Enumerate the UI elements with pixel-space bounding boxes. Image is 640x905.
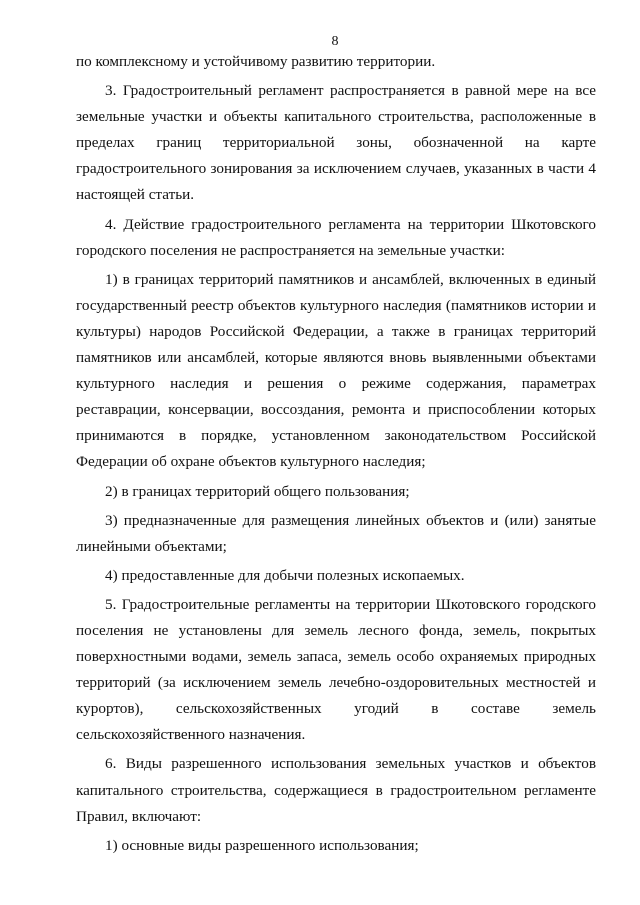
subitem-1-main-uses: 1) основные виды разрешенного использования;: [105, 836, 419, 854]
paragraph-item-6: 6. Виды разрешенного использования земельных участков и объектов капитального строительства, содержащиеся в градостроительном регламенте Правил, включают:: [76, 755, 596, 825]
subitem-2: 2) в границах территорий общего пользования;: [105, 482, 410, 500]
paragraph-item-5: 5. Градостроительные регламенты на территории Шкотовского городского поселения не установлены для земель лесного фонда, земель, покрытых поверхностными водами, земель запаса, земель особо охраняемых природных территорий (за исключением земель лечебно-оздоровительных местностей и курортов), сельскохозяйственных угодий в составе земель сельскохозяйственного назначения.: [76, 595, 596, 744]
subitem-3: 3) предназначенные для размещения линейных объектов и (или) занятые линейными объектами;: [76, 511, 596, 555]
document-body: [76, 49, 596, 859]
paragraph-item-4: 4. Действие градостроительного регламента на территории Шкотовского городского поселения не распространяется на земельные участки:: [76, 215, 596, 259]
paragraph-continuation: по комплексному и устойчивому развитию территории.: [76, 53, 436, 70]
page-number: 8: [331, 34, 339, 49]
subitem-4: 4) предоставленные для добычи полезных ископаемых.: [105, 566, 465, 584]
subitem-1: 1) в границах территорий памятников и ансамблей, включенных в единый государственный реестр объектов культурного наследия (памятников истории и культуры) народов Российской Федерации, а также в границах территорий памятников или ансамблей, которые являются вновь выявленными объектами культурного наследия и решения о режиме содержания, параметрах реставрации, консервации, воссоздания, ремонта и приспособлении которых принимаются в порядке, установленном законодательством Российской Федерации об охране объектов культурного наследия;: [76, 270, 596, 471]
paragraph-item-3: 3. Градостроительный регламент распространяется в равной мере на все земельные участки и объекты капитального строительства, расположенные в пределах границ территориальной зоны, обозначенной на карте градостроительного зонирования за исключением случаев, указанных в части 4 настоящей статьи.: [76, 82, 596, 204]
